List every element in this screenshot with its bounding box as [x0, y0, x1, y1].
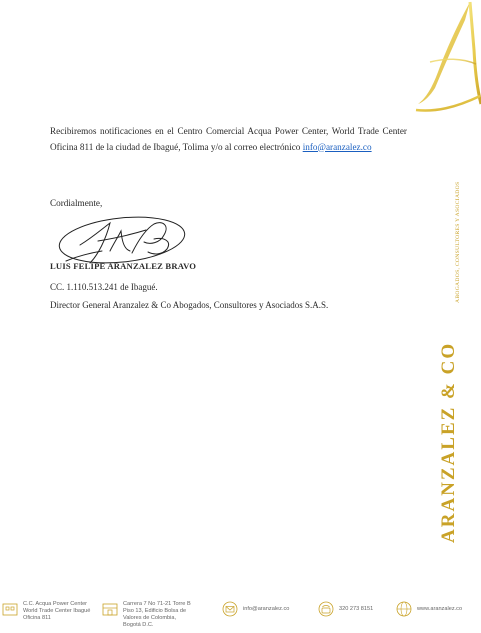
footer-phone-text: 320 273 8151: [339, 606, 374, 612]
footer-address-1: [2, 601, 90, 622]
globe-icon: [396, 601, 412, 617]
footer-address-1-text: C.C. Acqua Power Center World Trade Center Ibagué Oficina 811: [23, 601, 91, 621]
signatory-id: CC. 1.110.513.241 de Ibagué.: [50, 282, 158, 292]
closing-line: Cordialmente,: [50, 198, 103, 208]
brand-tagline: ABOGADOS, CONSULTORES Y ASOCIADOS: [455, 181, 461, 303]
brand-name: ARANZALEZ & CO: [438, 341, 459, 543]
footer: [0, 596, 481, 633]
footer-email-text: info@aranzalez.co: [243, 606, 290, 612]
footer-address-2: [102, 601, 191, 629]
phone-icon: [318, 601, 334, 617]
paragraph-text: Recibiremos notificaciones en el Centro Comercial Acqua Power Center, World Trade Center Oficina 811 de la ciudad de Ibagué, Tolima y/o al correo electrónico: [50, 126, 407, 152]
footer-website-text: www.aranzalez.co: [417, 606, 463, 612]
footer-website[interactable]: [396, 601, 462, 617]
email-icon: [222, 601, 238, 617]
notification-paragraph: [50, 124, 407, 155]
building-icon: [102, 601, 118, 617]
footer-phone[interactable]: [318, 601, 373, 617]
brand-monogram-logo: [410, 0, 481, 118]
signatory-role: Director General Aranzalez & Co Abogados, Consultores y Asociados S.A.S.: [50, 300, 329, 310]
brand-sidebar: [438, 181, 461, 543]
signatory-name: LUIS FELIPE ARANZALEZ BRAVO: [50, 261, 197, 271]
footer-email[interactable]: [222, 601, 289, 617]
building-icon: [2, 601, 18, 617]
email-link[interactable]: info@aranzalez.co: [302, 141, 372, 152]
footer-address-2-text: Carrera 7 No 71-21 Torre B Piso 13, Edificio Bolsa de Valores de Colombia, Bogotá D.C.: [123, 601, 191, 628]
